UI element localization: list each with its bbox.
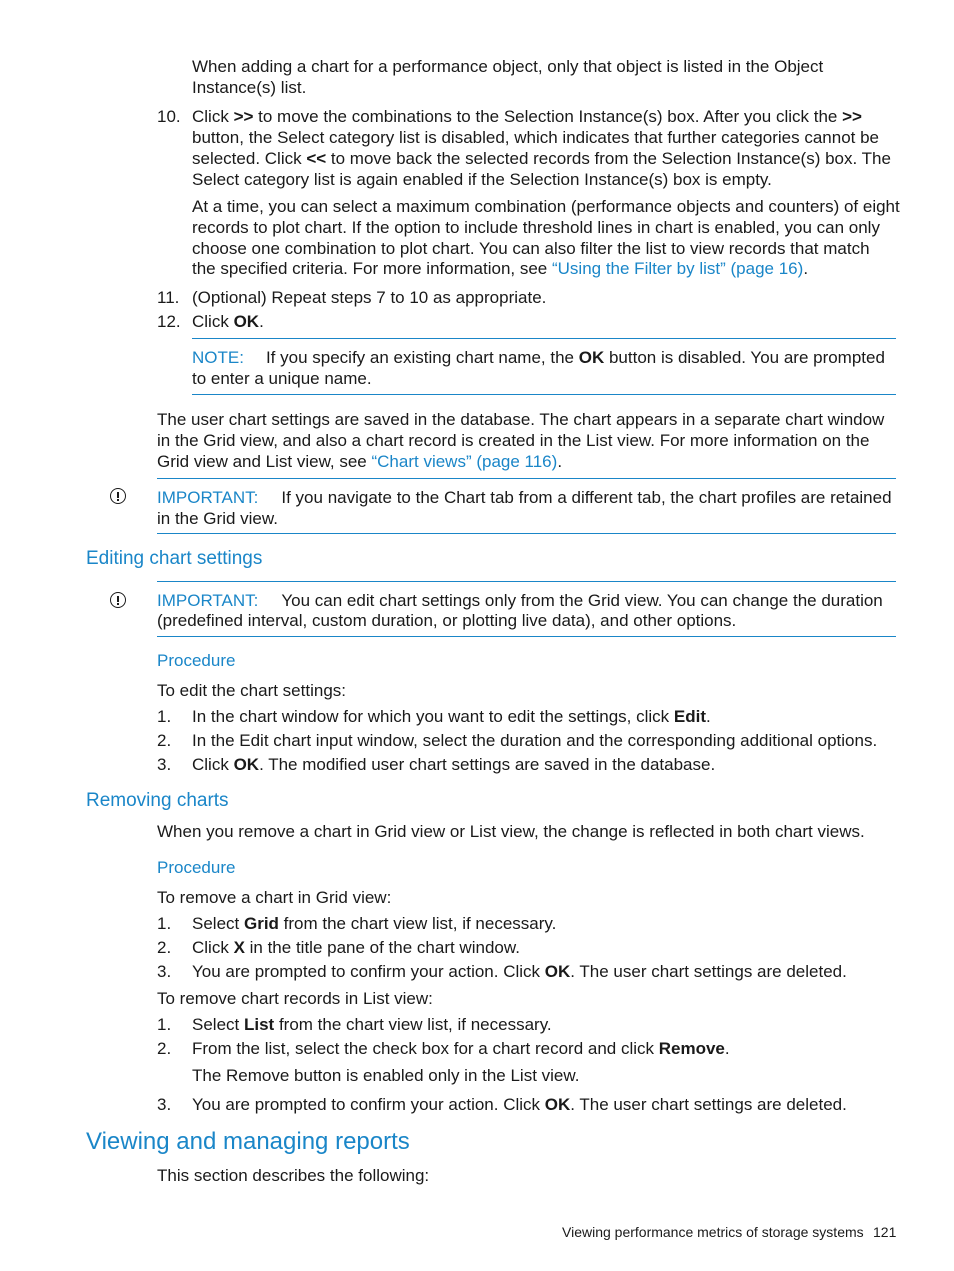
section-heading: Removing charts xyxy=(86,790,229,811)
step-number: 1. xyxy=(157,914,172,933)
step-text: Select Grid from the chart view list, if necessary. xyxy=(192,914,557,933)
important-bottom-rule xyxy=(157,533,896,534)
step-text: selected. Click << to move back the selected records from the Selection Instance(s) box. The xyxy=(192,149,891,168)
section-heading: Viewing and managing reports xyxy=(86,1128,410,1155)
step-text: button, the Select category list is disabled, which indicates that further categories cannot be xyxy=(192,128,880,147)
step-number: 3. xyxy=(157,1095,172,1114)
step-text: In the chart window for which you want to edit the settings, click Edit. xyxy=(192,707,711,726)
important-top-rule xyxy=(157,478,896,479)
step-number: 2. xyxy=(157,1039,172,1058)
procedure-intro: To edit the chart settings: xyxy=(157,681,346,700)
note-text: to enter a unique name. xyxy=(192,369,372,388)
important-label: IMPORTANT: xyxy=(157,488,259,507)
note-bottom-rule xyxy=(192,394,896,395)
important-text: IMPORTANT: You can edit chart settings only from the Grid view. You can change the duration xyxy=(157,591,883,610)
paragraph: This section describes the following: xyxy=(157,1166,430,1185)
important-icon xyxy=(110,592,126,608)
step-number: 3. xyxy=(157,962,172,981)
procedure-heading: Procedure xyxy=(157,858,236,877)
step-text: In the Edit chart input window, select the duration and the corresponding additional options. xyxy=(192,731,878,750)
step-number: 1. xyxy=(157,1015,172,1034)
step-note: The Remove button is enabled only in the List view. xyxy=(192,1066,580,1085)
note-top-rule xyxy=(192,338,896,339)
procedure-intro: To remove chart records in List view: xyxy=(157,989,433,1008)
important-bottom-rule xyxy=(157,636,896,637)
important-text: in the Grid view. xyxy=(157,509,278,528)
paragraph: in the Grid view, and also a chart record is created in the List view. For more information on the xyxy=(157,431,870,450)
note-text: Instance(s) list. xyxy=(192,78,307,97)
note-label: NOTE: xyxy=(192,348,244,367)
step-text: Click >> to move the combinations to the Selection Instance(s) box. After you click the >> xyxy=(192,107,862,126)
step-text: the specified criteria. For more information, see “Using the Filter by list” (page 16). xyxy=(192,259,809,278)
important-text: IMPORTANT: If you navigate to the Chart tab from a different tab, the chart profiles are retained xyxy=(157,488,892,507)
step-number: 3. xyxy=(157,755,172,774)
step-text: Click OK. The modified user chart settings are saved in the database. xyxy=(192,755,716,774)
step-number: 11. xyxy=(157,288,180,307)
filter-by-list-link[interactable]: “Using the Filter by list” (page 16) xyxy=(551,259,804,278)
paragraph: Grid view and List view, see “Chart views” (page 116). xyxy=(157,452,563,471)
step-text: From the list, select the check box for a chart record and click Remove. xyxy=(192,1039,730,1058)
step-text: At a time, you can select a maximum combination (performance objects and counters) of eight xyxy=(192,197,900,216)
step-number: 10. xyxy=(157,107,181,126)
paragraph: When you remove a chart in Grid view or List view, the change is reflected in both chart views. xyxy=(157,822,865,841)
procedure-heading: Procedure xyxy=(157,651,236,670)
step-text: Select List from the chart view list, if necessary. xyxy=(192,1015,552,1034)
page-number: 121 xyxy=(873,1224,897,1240)
chart-views-link[interactable]: “Chart views” (page 116) xyxy=(371,452,558,471)
important-label: IMPORTANT: xyxy=(157,591,259,610)
step-text: You are prompted to confirm your action. Click OK. The user chart settings are deleted. xyxy=(192,1095,847,1114)
step-number: 1. xyxy=(157,707,172,726)
step-text: You are prompted to confirm your action. Click OK. The user chart settings are deleted. xyxy=(192,962,847,981)
paragraph: The user chart settings are saved in the database. The chart appears in a separate chart window xyxy=(157,410,885,429)
important-icon xyxy=(110,488,126,504)
step-text: Select category list is again enabled if the Selection Instance(s) box is empty. xyxy=(192,170,772,189)
important-top-rule xyxy=(157,581,896,582)
step-text: (Optional) Repeat steps 7 to 10 as appropriate. xyxy=(192,288,547,307)
step-text: Click X in the title pane of the chart window. xyxy=(192,938,520,957)
footer-title: Viewing performance metrics of storage systems xyxy=(562,1224,864,1240)
note-text: NOTE: If you specify an existing chart name, the OK button is disabled. You are prompted xyxy=(192,348,885,367)
step-text: Click OK. xyxy=(192,312,264,331)
step-number: 12. xyxy=(157,312,181,331)
important-text: (predefined interval, custom duration, or plotting live data), and other options. xyxy=(157,611,737,630)
step-number: 2. xyxy=(157,938,172,957)
note-text: When adding a chart for a performance object, only that object is listed in the Object xyxy=(192,57,824,76)
procedure-intro: To remove a chart in Grid view: xyxy=(157,888,392,907)
step-text: records to plot chart. If the option to include threshold lines in chart is enabled, you can only xyxy=(192,218,880,237)
step-number: 2. xyxy=(157,731,172,750)
section-heading: Editing chart settings xyxy=(86,548,263,569)
step-text: choose one combination to plot chart. You can also filter the list to view records that match xyxy=(192,239,870,258)
